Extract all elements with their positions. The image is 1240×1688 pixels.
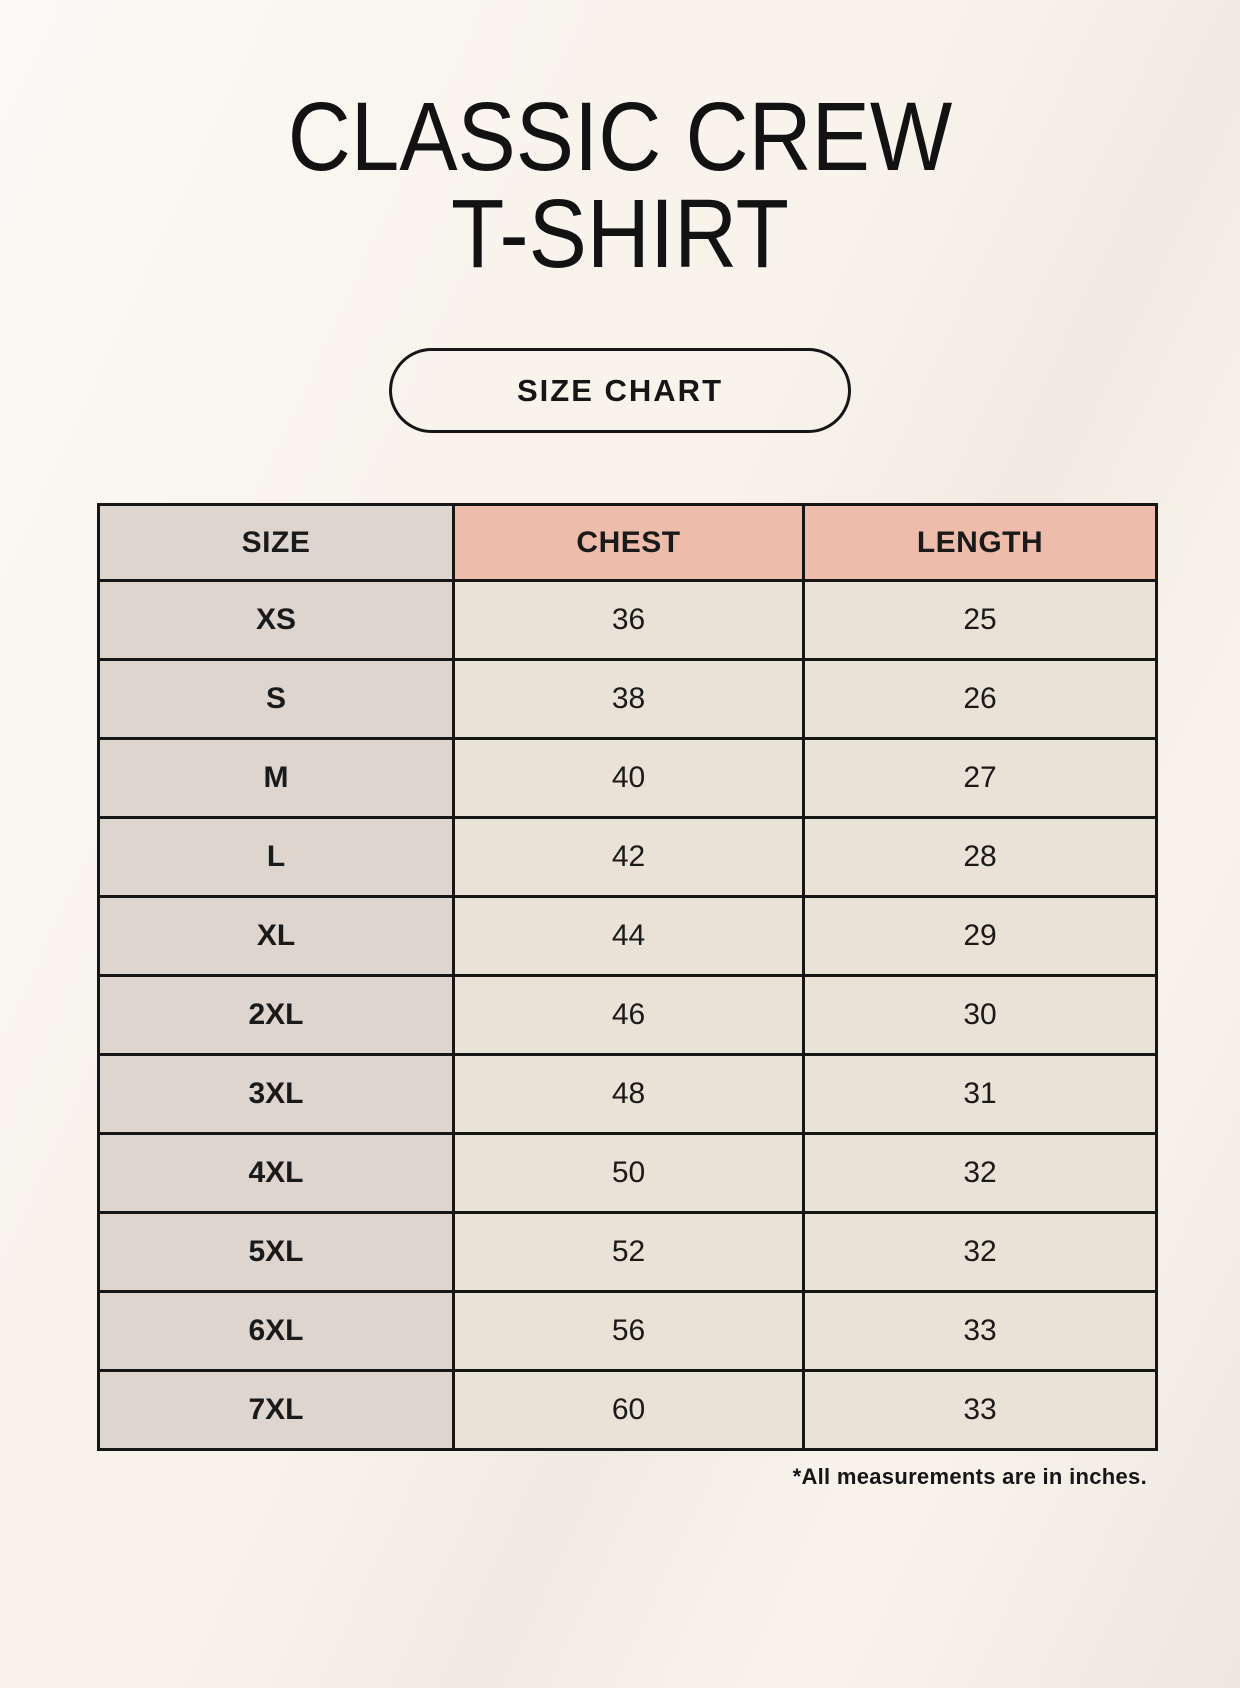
length-value: 25: [804, 581, 1157, 660]
chest-value: 60: [454, 1371, 804, 1450]
table-row-xs: [99, 581, 1157, 660]
chest-value: 44: [454, 897, 804, 976]
size-label: 5XL: [99, 1213, 454, 1292]
table-row-m: [99, 739, 1157, 818]
length-value: 28: [804, 818, 1157, 897]
size-label: M: [99, 739, 454, 818]
length-value: 31: [804, 1055, 1157, 1134]
column-header-size: SIZE: [99, 505, 454, 581]
size-table: [97, 503, 1158, 1451]
size-label: 2XL: [99, 976, 454, 1055]
chest-value: 36: [454, 581, 804, 660]
column-header-chest: CHEST: [454, 505, 804, 581]
page-title-line1: CLASSIC CREW: [287, 82, 953, 191]
length-value: 32: [804, 1213, 1157, 1292]
chest-value: 56: [454, 1292, 804, 1371]
table-row-s: [99, 660, 1157, 739]
chest-value: 42: [454, 818, 804, 897]
size-label: 7XL: [99, 1371, 454, 1450]
chest-value: 52: [454, 1213, 804, 1292]
header-row: [99, 505, 1157, 581]
size-chart-button[interactable]: [389, 348, 851, 433]
size-label: L: [99, 818, 454, 897]
table-row-l: [99, 818, 1157, 897]
length-value: 29: [804, 897, 1157, 976]
size-table-body: [99, 581, 1157, 1450]
size-label: XS: [99, 581, 454, 660]
chest-value: 40: [454, 739, 804, 818]
table-row-3xl: [99, 1055, 1157, 1134]
table-row-7xl: [99, 1371, 1157, 1450]
column-header-length: LENGTH: [804, 505, 1157, 581]
table-row-2xl: [99, 976, 1157, 1055]
size-label: 3XL: [99, 1055, 454, 1134]
chest-value: 48: [454, 1055, 804, 1134]
size-label: 6XL: [99, 1292, 454, 1371]
page-title-line2: T-SHIRT: [451, 179, 789, 288]
table-row-xl: [99, 897, 1157, 976]
chest-value: 50: [454, 1134, 804, 1213]
size-chart-page: [0, 82, 1240, 1490]
length-value: 33: [804, 1371, 1157, 1450]
size-label: S: [99, 660, 454, 739]
table-row-5xl: [99, 1213, 1157, 1292]
measurements-note: *All measurements are in inches.: [792, 1464, 1147, 1489]
chest-value: 38: [454, 660, 804, 739]
length-value: 30: [804, 976, 1157, 1055]
table-row-4xl: [99, 1134, 1157, 1213]
table-row-6xl: [99, 1292, 1157, 1371]
size-table-header: [99, 505, 1157, 581]
length-value: 33: [804, 1292, 1157, 1371]
length-value: 32: [804, 1134, 1157, 1213]
size-chart-button-label: SIZE CHART: [517, 372, 723, 408]
length-value: 27: [804, 739, 1157, 818]
chest-value: 46: [454, 976, 804, 1055]
size-label: 4XL: [99, 1134, 454, 1213]
length-value: 26: [804, 660, 1157, 739]
page-title: [62, 82, 1178, 288]
size-label: XL: [99, 897, 454, 976]
